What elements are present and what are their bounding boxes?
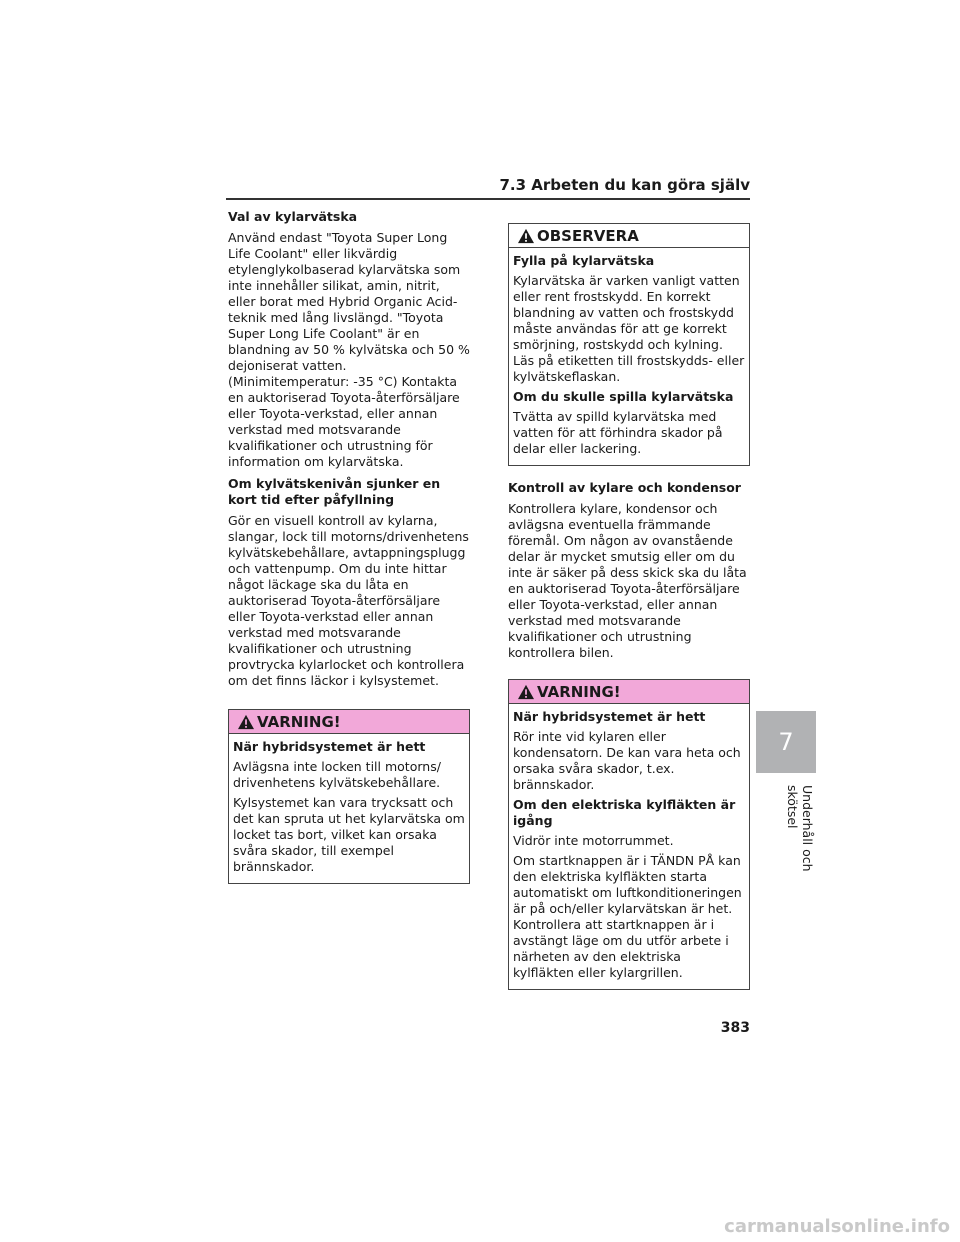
warning-subheading: När hybridsystemet är hett (233, 739, 426, 754)
notice-box (508, 223, 750, 466)
page-number: 383 (720, 1020, 750, 1036)
warning-paragraph-2: Vidrör inte motorrummet. (513, 833, 674, 848)
coolant-level-paragraph: Gör en visuell kontroll av kylarna, slangar, lock till motorns/drivenhetens kylvätskebehållare, avtappningsplugg och vattenpump. Om du inte hittar något läckage ska du låta en auktoriserad Toyota-återförsäljare eller Toyota-verkstad eller annan verkstad med motsvarande kvalifikationer och utrustning provtrycka kylarlocket och kontrollera om det finns läckor i kylsystemet. (228, 513, 469, 688)
warning-title: VARNING! (537, 682, 621, 701)
coolant-paragraph: Använd endast "Toyota Super Long Life Coolant" eller likvärdig etylenglykolbaserad kylarvätska som inte innehåller silikat, amin, nitrit, eller borat med Hybrid Organic Acid-teknik med lång livslängd. "Toyota Super Long Life Coolant" är en blandning av 50 % kylvätska och 50 % dejoniserat vatten. (Minimitemperatur: -35 °C) Kontakta en auktoriserad Toyota-återförsäljare eller Toyota-verkstad, eller annan verkstad med motsvarande kvalifikationer och utrustning för information om kylarvätska. (228, 230, 470, 469)
notice-triangle-icon (517, 228, 535, 244)
left-column (228, 209, 470, 898)
radiator-check-heading: Kontroll av kylare och kondensor (508, 480, 741, 495)
warning-paragraph-1: Rör inte vid kylaren eller kondensatorn. De kan vara heta och orsaka svåra skador, t.ex. brännskador. (513, 729, 741, 792)
warning-paragraph-3: Om startknappen är i TÄNDN PÅ kan den elektriska kylfläkten starta automatiskt om luftkonditioneringen är på och/eller kylarvätskan är het. Kontrollera att startknappen är i avstängt läge om du utför arbete i närheten av den elektriska kylfläkten eller kylargrillen. (513, 853, 742, 980)
warning-box-right (508, 679, 750, 990)
warning-paragraph-1: Avlägsna inte locken till motorns/ drivenhetens kylvätskebehållare. (233, 759, 441, 790)
notice-paragraph-1: Kylarvätska är varken vanligt vatten eller rent frostskydd. En korrekt blandning av vatten och frostskydd måste användas för att ge korrekt smörjning, rostskydd och kylning. Läs på etiketten till frostskydds- eller kylvätskeflaskan. (513, 273, 745, 384)
warning-header (229, 710, 469, 734)
warning-triangle-icon (517, 684, 535, 700)
radiator-check-paragraph: Kontrollera kylare, kondensor och avlägsna eventuella främmande föremål. Om någon av ovanstående delar är mycket smutsig eller om du inte är säker på dess skick ska du låta en auktoriserad Toyota-återförsäljare eller Toyota-verkstad, eller annan verkstad med motsvarande kvalifikationer och utrustning kontrollera bilen. (508, 501, 747, 660)
notice-header (509, 224, 749, 248)
right-column (508, 209, 750, 1004)
warning-paragraph-2: Kylsystemet kan vara trycksatt och det kan spruta ut het kylarvätska om locket tas bort, vilket kan orsaka svåra skador, till exempel brännskador. (233, 795, 465, 874)
coolant-heading: Val av kylarvätska (228, 209, 358, 224)
header-divider (226, 198, 750, 200)
notice-paragraph-2: Tvätta av spilld kylarvätska med vatten för att förhindra skador på delar eller lackering. (513, 409, 723, 456)
chapter-label: Underhåll och skötsel (785, 785, 815, 872)
notice-subheading-1: Fylla på kylarvätska (513, 253, 655, 268)
warning-subheading-2: Om den elektriska kylfläkten är igång (513, 797, 736, 828)
coolant-level-heading: Om kylvätskenivån sjunker en kort tid efter påfyllning (228, 476, 441, 507)
warning-header (509, 680, 749, 704)
section-title: 7.3 Arbeten du kan göra själv (499, 176, 750, 194)
warning-box-left (228, 709, 470, 884)
watermark: carmanualsonline.info (724, 1216, 950, 1237)
warning-title: VARNING! (257, 712, 341, 731)
warning-triangle-icon (237, 714, 255, 730)
notice-subheading-2: Om du skulle spilla kylarvätska (513, 389, 734, 404)
chapter-tab: 7 (756, 711, 816, 773)
notice-title: OBSERVERA (537, 226, 639, 245)
warning-subheading-1: När hybridsystemet är hett (513, 709, 706, 724)
